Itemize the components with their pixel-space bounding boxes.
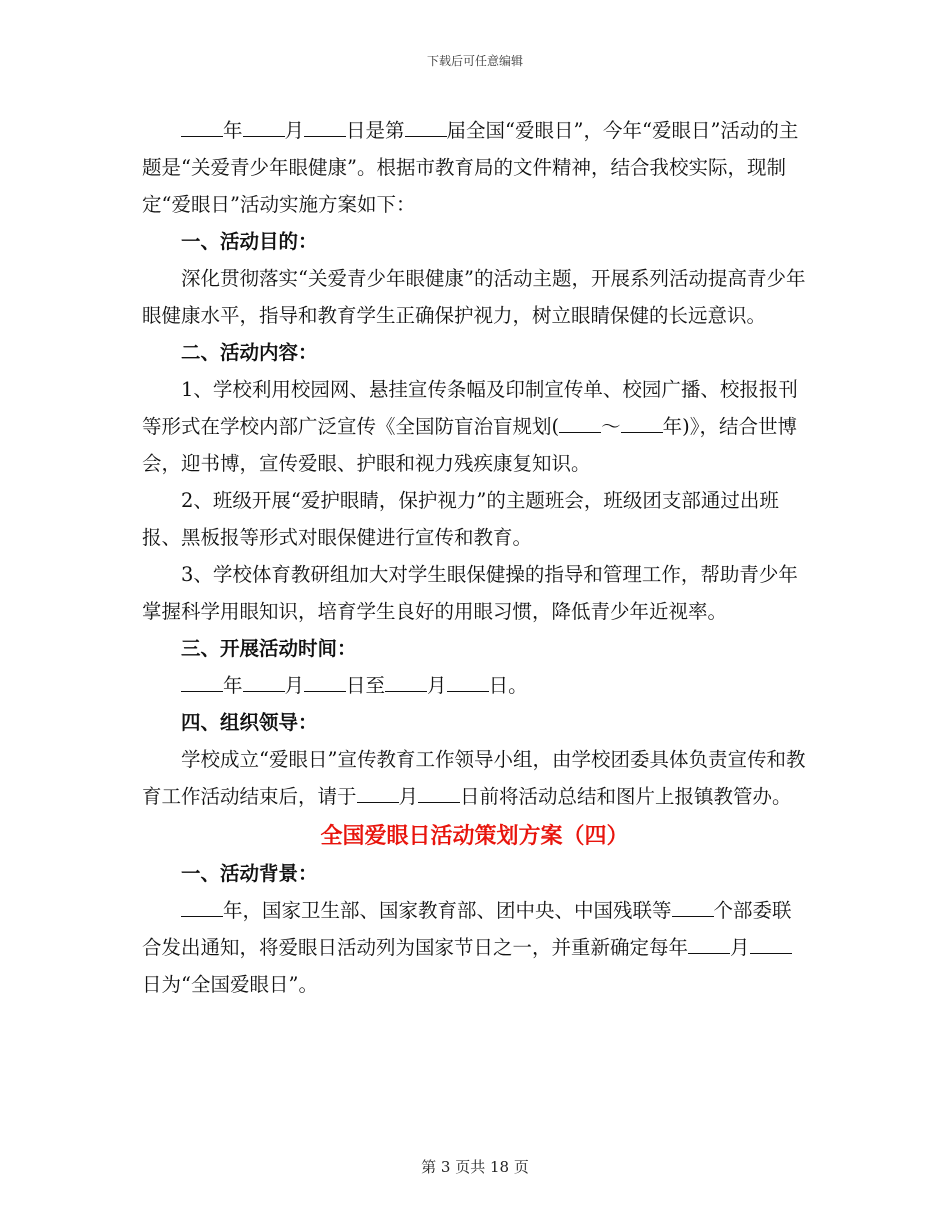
blank-field [621, 415, 663, 433]
intro-text: 届全国“爱眼日”，今年“爱眼日”活动的主题是“关爱青少年眼健康”。根据市教育局的文件精神，结合我校实际，现制定“爱眼日”活动实施方案如下： [142, 119, 799, 216]
paragraph-text: 学校成立“爱眼日”宣传教育工作领导小组，由学校团委具体负责宣传和教育工作活动结束后，请于 [142, 748, 806, 808]
date-text: 年 [223, 674, 243, 697]
paragraph-text: 个部委联合发出通知，将爱眼日活动列为国家节日之一，并重新确定每年 [142, 899, 792, 959]
blank-field [672, 899, 714, 917]
date-text: 月 [284, 674, 305, 697]
blank-field [181, 119, 223, 137]
section-heading: 四、组织领导： [181, 711, 318, 734]
intro-paragraph [142, 112, 807, 223]
section-heading: 三、开展活动时间： [181, 637, 357, 660]
blank-field [418, 785, 460, 803]
intro-text: 日是第 [346, 119, 405, 142]
list-item-text: 1、学校利用校园网、悬挂宣传条幅及印制宣传单、校园广播、校报报刊等形式在学校内部广泛宣传《全国防盲治盲规划( [142, 378, 798, 438]
list-item: 2、班级开展“爱护眼睛，保护视力”的主题班会，班级团支部通过出班报、黑板报等形式对眼保健进行宣传和教育。 [142, 489, 779, 549]
blank-field [750, 936, 792, 954]
list-item: 3、学校体育教研组加大对学生眼保健操的指导和管理工作，帮助青少年掌握科学用眼知识，培育学生良好的用眼习惯，降低青少年近视率。 [142, 563, 798, 623]
list-item [142, 371, 807, 482]
intro-text: 月 [284, 119, 305, 142]
blank-field [688, 936, 730, 954]
date-text: 日。 [488, 674, 528, 697]
blank-field [357, 785, 399, 803]
blank-field [243, 674, 285, 692]
document-body [142, 112, 807, 1003]
date-line [142, 667, 807, 704]
list-item-text: 年)》，结合世博会，迎书博，宣传爱眼、护眼和视力残疾康复知识。 [142, 415, 797, 475]
blank-field [181, 674, 223, 692]
section-heading: 二、活动内容： [181, 341, 318, 364]
paragraph-text: 月 [398, 785, 419, 808]
section-paragraph [142, 741, 807, 815]
paragraph-text: 日为“全国爱眼日”。 [142, 973, 318, 996]
section-paragraph: 深化贯彻落实“关爱青少年眼健康”的活动主题，开展系列活动提高青少年眼健康水平，指导和教育学生正确保护视力，树立眼睛保健的长远意识。 [142, 267, 806, 327]
blank-field [405, 119, 447, 137]
section-heading: 一、活动目的： [181, 230, 318, 253]
blank-field [181, 899, 223, 917]
page-header: 下载后可任意编辑 [426, 54, 523, 68]
date-text: 日至 [346, 674, 386, 697]
blank-field [385, 674, 427, 692]
blank-field [559, 415, 601, 433]
blank-field [447, 674, 489, 692]
date-text: 月 [427, 674, 447, 697]
page-footer: 第 3 页共 18 页 [421, 1158, 529, 1176]
section-paragraph [142, 892, 807, 1003]
paragraph-text: 日前将活动总结和图片上报镇教管办。 [460, 785, 792, 808]
intro-text: 年 [223, 119, 243, 142]
paragraph-text: 月 [730, 936, 750, 959]
section-heading: 一、活动背景： [181, 862, 318, 885]
paragraph-text: 年，国家卫生部、国家教育部、团中央、中国残联等 [223, 899, 672, 922]
blank-field [304, 674, 346, 692]
blank-field [304, 119, 346, 137]
list-item-text: ～ [601, 415, 621, 438]
blank-field [243, 119, 285, 137]
document-title: 全国爱眼日活动策划方案（四） [320, 823, 629, 849]
